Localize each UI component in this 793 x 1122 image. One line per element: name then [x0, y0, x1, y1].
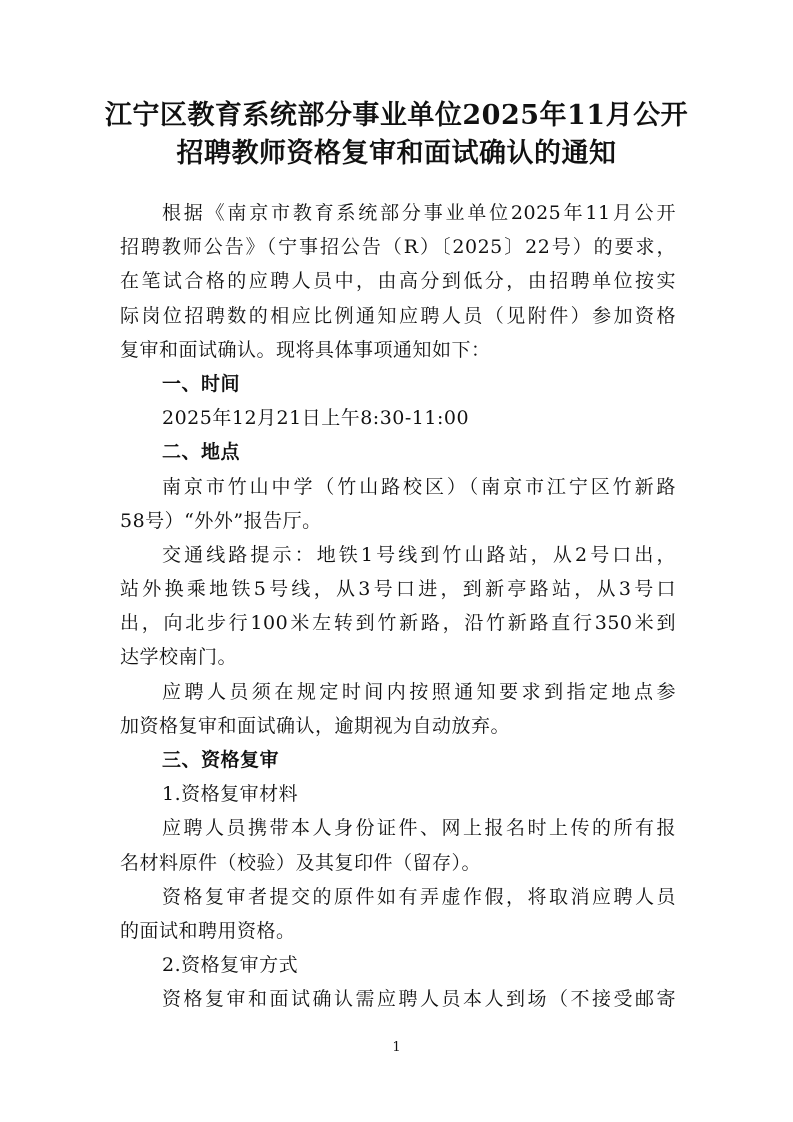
- body-text-line: 2025年12月21日上午8:30-11:00: [162, 407, 470, 430]
- body-text-line: 达学校南门。: [120, 646, 238, 669]
- body-text-line: 复审和面试确认。现将具体事项通知如下：: [120, 338, 491, 361]
- document-title-line-1: 江宁区教育系统部分事业单位2025年11月公开: [104, 100, 689, 131]
- body-text-line: 应聘人员须在规定时间内按照通知要求到指定地点参: [162, 680, 676, 703]
- body-text-line: 2.资格复审方式: [162, 954, 299, 977]
- body-text-line: 际岗位招聘数的相应比例通知应聘人员（见附件）参加资格: [120, 304, 676, 327]
- body-text-line: 的面试和聘用资格。: [120, 919, 296, 942]
- body-text-line: 南京市竹山中学（竹山路校区）（南京市江宁区竹新路: [162, 475, 676, 498]
- section-heading: 三、资格复审: [162, 749, 280, 771]
- body-text-line: 根据《南京市教育系统部分事业单位2025年11月公开: [162, 202, 676, 224]
- body-text-line: 交通线路提示：地铁1号线到竹山路站，从2号口出，: [162, 543, 676, 566]
- body-text-line: 招聘教师公告》（宁事招公告（R）〔2025〕22号）的要求，: [120, 236, 676, 259]
- body-text-line: 站外换乘地铁5号线，从3号口进，到新亭路站，从3号口: [120, 578, 676, 601]
- body-text-line: 资格复审和面试确认需应聘人员本人到场（不接受邮寄: [162, 988, 676, 1011]
- section-heading: 二、地点: [162, 441, 241, 464]
- body-text-line: 加资格复审和面试确认，逾期视为自动放弃。: [120, 714, 511, 737]
- document-title-line-2: 招聘教师资格复审和面试确认的通知: [176, 138, 617, 169]
- page-number: 1: [392, 1040, 401, 1055]
- body-text-line: 应聘人员携带本人身份证件、网上报名时上传的所有报: [162, 817, 676, 840]
- body-text-line: 名材料原件（校验）及其复印件（留存）。: [120, 851, 482, 874]
- body-text-line: 出，向北步行100米左转到竹新路，沿竹新路直行350米到: [120, 612, 676, 635]
- document-body: [120, 196, 676, 1017]
- body-text-line: 1.资格复审材料: [162, 783, 299, 806]
- body-text-line: 在笔试合格的应聘人员中，由高分到低分，由招聘单位按实: [120, 270, 676, 293]
- body-text-line: 资格复审者提交的原件如有弄虚作假，将取消应聘人员: [162, 885, 676, 908]
- body-text-line: 58号）“外外”报告厅。: [120, 509, 322, 532]
- section-heading: 一、时间: [162, 372, 241, 395]
